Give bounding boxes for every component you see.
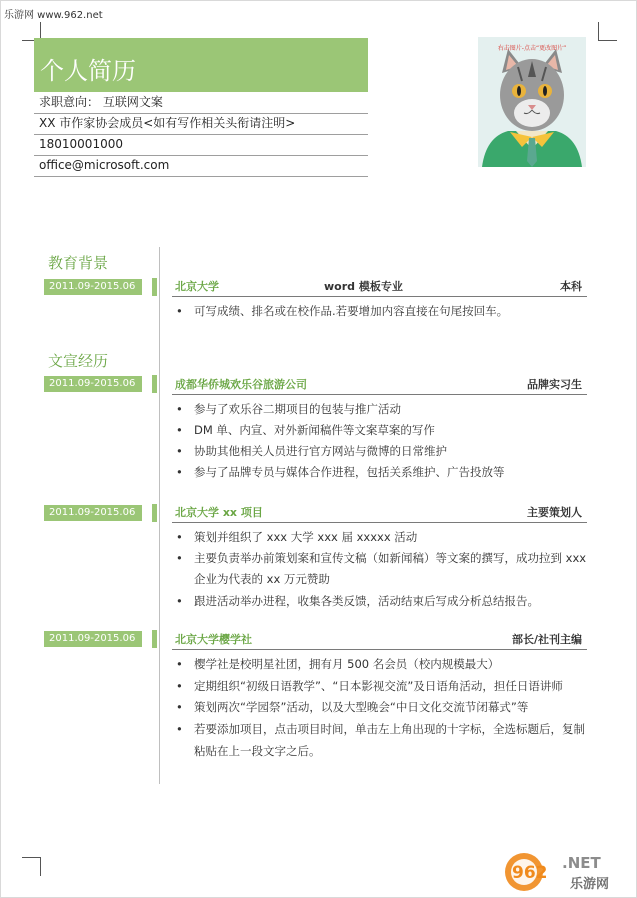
corner-mark-bottom-left (22, 857, 41, 876)
site-logo (498, 848, 633, 894)
bullet-item: • 协助其他相关人员进行官方网站与微博的日常维护 (176, 441, 596, 462)
profile-photo[interactable] (478, 37, 586, 167)
email: office@microsoft.com (39, 158, 170, 172)
phone: 18010001000 (39, 137, 123, 151)
phone-row (34, 134, 368, 156)
entry-organization: 北京大学樱学社 (175, 633, 252, 646)
entry-degree: 本科 (560, 280, 582, 293)
date-bar: 2011.09-2015.06 (44, 376, 142, 392)
membership-row (34, 113, 368, 135)
logo-suffix: .NET (562, 854, 601, 872)
date-bar: 2011.09-2015.06 (44, 631, 142, 647)
bullet-item: • DM 单、内宣、对外新闻稿件等文案草案的写作 (176, 420, 596, 441)
logo-graphic (498, 848, 633, 894)
entry-organization: 成都华侨城欢乐谷旅游公司 (175, 378, 307, 391)
bullet-item: • 参与了品牌专员与媒体合作进程，包括关系维护、广告投放等 (176, 462, 596, 483)
bullet-item: • 樱学社是校明星社团，拥有月 500 名会员（校内规模最大） (176, 654, 596, 675)
entry-role: 部长/社刊主编 (511, 633, 582, 646)
timeline-marker (152, 504, 157, 522)
bullet-item: • 主要负责举办前策划案和宣传文稿（如新闻稿）等文案的撰写，成功拉到 xxx (176, 548, 596, 569)
bullet-item: • 若要添加项目，点击项目时间，单击左上角出现的十字标，全选标题后，复制 (176, 719, 596, 740)
bullet-continuation: 粘贴在上一段文字之后。 (194, 744, 321, 758)
logo-cn: 乐游网 (570, 877, 610, 892)
entry-header (172, 278, 587, 297)
date-bar: 2011.09-2015.06 (44, 279, 142, 295)
entry-role: 主要策划人 (527, 506, 582, 519)
bullet-continuation: 企业为代表的 xx 万元赞助 (194, 572, 330, 586)
section-title-education: 教育背景 (48, 254, 109, 272)
entry-header (172, 631, 587, 650)
bullet-item: • 策划并组织了 xxx 大学 xxx 届 xxxxx 活动 (176, 527, 596, 548)
email-row (34, 155, 368, 177)
bullet-item: • 跟进活动举办进程，收集各类反馈，活动结束后写成分析总结报告。 (176, 591, 596, 612)
timeline-marker (152, 375, 157, 393)
timeline-marker (152, 630, 157, 648)
job-intent-row (34, 92, 368, 114)
photo-hint-label: 右击图片-点击“更改图片” (497, 45, 567, 52)
bullet-item: • 定期组织“初级日语教学”、“日本影视交流”及日语角活动，担任日语讲师 (176, 676, 596, 697)
entry-role: 品牌实习生 (527, 378, 582, 391)
date-bar: 2011.09-2015.06 (44, 505, 142, 521)
entry-header (172, 504, 587, 523)
timeline-marker (152, 278, 157, 296)
bullet-item: • 参与了欢乐谷二期项目的包装与推广活动 (176, 399, 596, 420)
resume-title: 个人简历 (40, 57, 136, 85)
bullet-item: • 策划两次“学园祭”活动，以及大型晚会“中日文化交流节闭幕式”等 (176, 697, 596, 718)
corner-mark-top-right (598, 22, 617, 41)
bullet-item: • 可写成绩、排名或在校作品.若要增加内容直接在句尾按回车。 (176, 301, 596, 322)
section-title-experience: 文宣经历 (48, 352, 109, 370)
entry-organization: 北京大学 xx 项目 (175, 506, 263, 519)
logo-number: 962 (512, 863, 548, 883)
entry-header (172, 376, 587, 395)
entry-organization: 北京大学 (175, 280, 219, 293)
membership: XX 市作家协会成员<如有写作相关头衔请注明> (39, 116, 296, 130)
cat-portrait-image (478, 37, 586, 167)
timeline-line (159, 247, 160, 784)
site-watermark: 乐游网 www.962.net (4, 10, 103, 21)
entry-major: word 模板专业 (324, 280, 403, 293)
job-intent: 求职意向： 互联网文案 (39, 95, 163, 109)
